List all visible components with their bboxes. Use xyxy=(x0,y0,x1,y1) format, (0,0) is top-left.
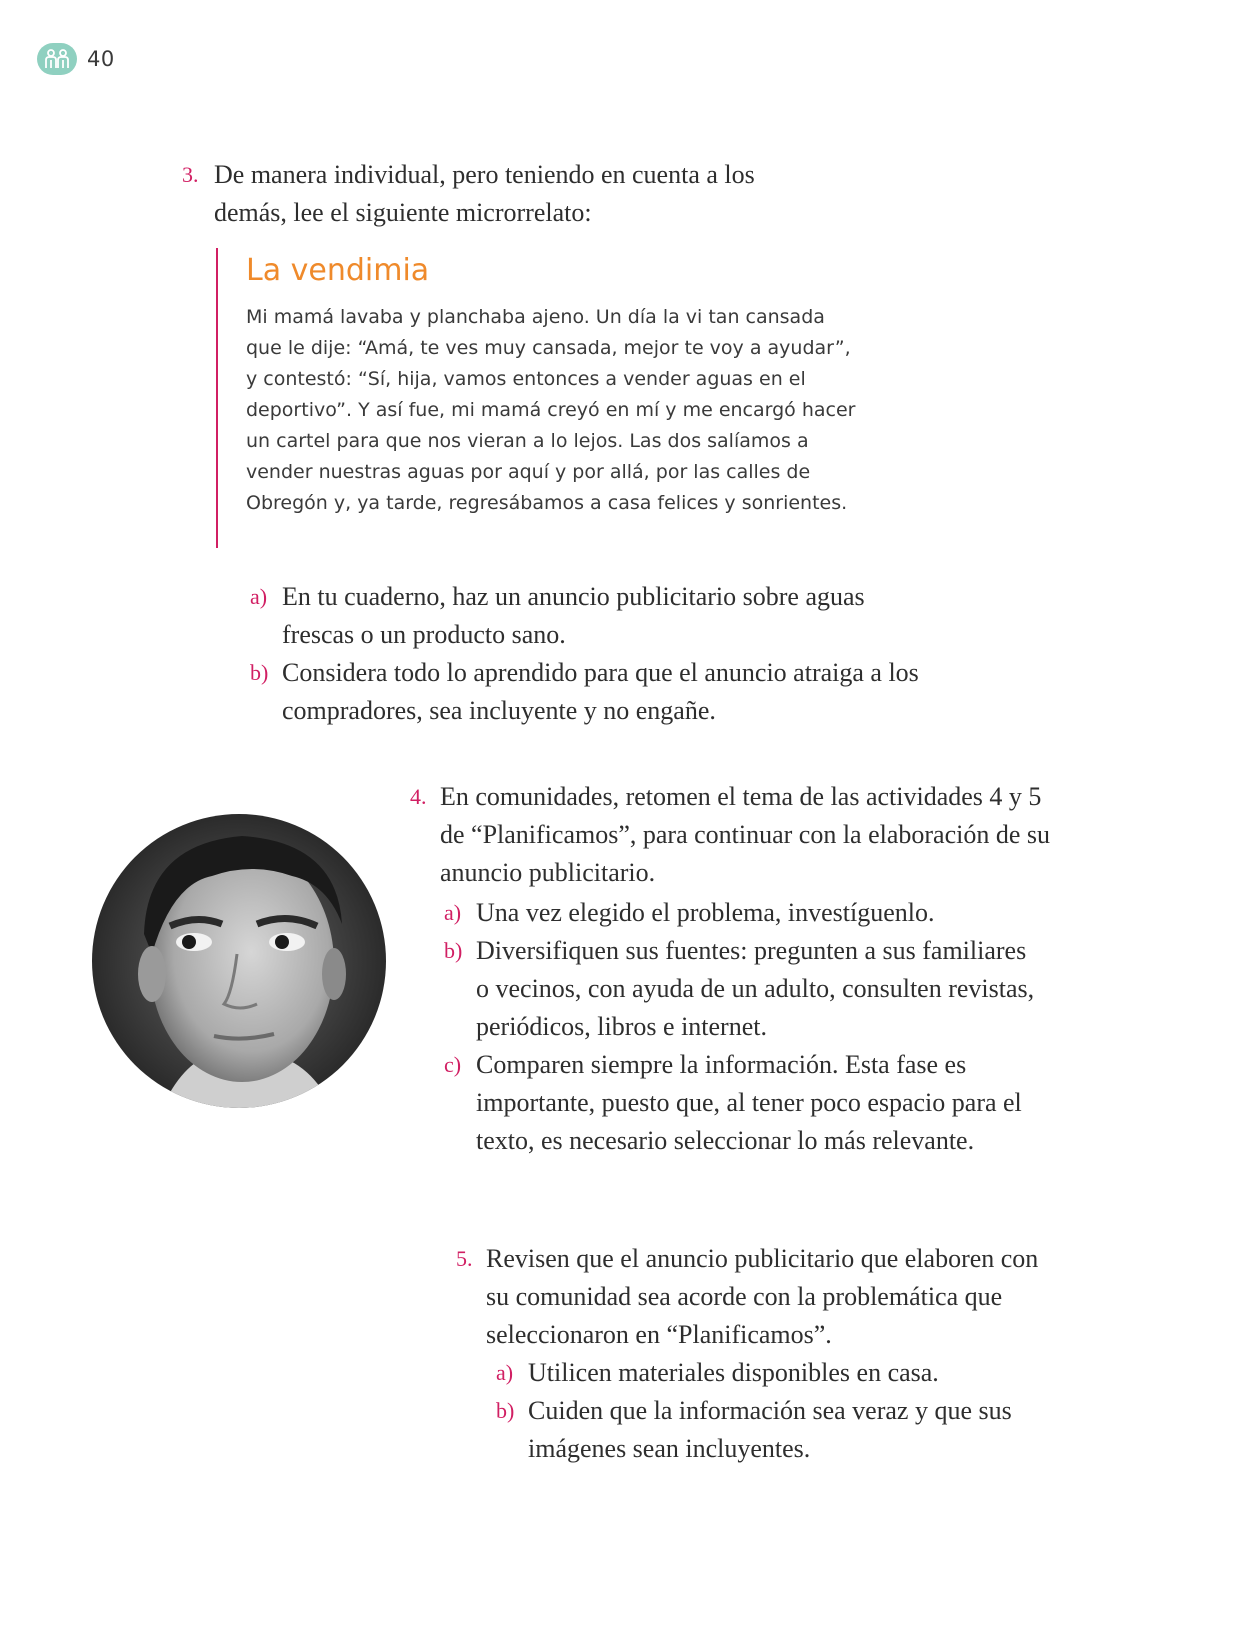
page-header xyxy=(37,43,115,75)
activity-number: 5. xyxy=(456,1246,473,1271)
list-item xyxy=(444,932,1044,1046)
activity-5 xyxy=(456,1240,1066,1354)
item-text: Diversifiquen sus fuentes: pregunten a sus familiares o vecinos, con ayuda de un adulto, consulten revistas, periódicos, libros e internet. xyxy=(476,936,1035,1041)
page-number: 40 xyxy=(87,47,115,71)
item-letter: b) xyxy=(496,1398,515,1423)
item-text: Utilicen materiales disponibles en casa. xyxy=(528,1358,939,1387)
item-letter: b) xyxy=(250,660,269,685)
item-text: Una vez elegido el problema, investíguenlo. xyxy=(476,898,935,927)
activity-3-subitems xyxy=(250,578,930,730)
item-letter: b) xyxy=(444,938,463,963)
item-letter: c) xyxy=(444,1052,462,1077)
story-title: La vendimia xyxy=(246,253,430,288)
microstory-box xyxy=(216,248,866,548)
boy-portrait-photo xyxy=(92,814,386,1108)
activity-number: 4. xyxy=(410,784,427,809)
community-icon xyxy=(37,43,77,75)
story-body: Mi mamá lavaba y planchaba ajeno. Un día la vi tan cansada que le dije: “Amá, te ves muy cansada, mejor te voy a ayudar”, y contestó: “Sí, hija, vamos entonces a vender aguas en el deportivo”. Y así fue, mi mamá creyó en mí y me encargó hacer un cartel para que nos vieran a lo lejos. Las dos salíamos a vender nuestras aguas por aquí y por allá, por las calles de Obregón y, ya tarde, regresábamos a casa felices y sonrientes. xyxy=(246,306,856,514)
item-letter: a) xyxy=(444,900,462,925)
item-text: Cuiden que la información sea veraz y que sus imágenes sean incluyentes. xyxy=(528,1396,1012,1463)
activity-text: De manera individual, pero teniendo en cuenta a los demás, lee el siguiente microrrelato: xyxy=(214,160,755,227)
list-item xyxy=(250,654,930,730)
item-text: En tu cuaderno, haz un anuncio publicitario sobre aguas frescas o un producto sano. xyxy=(282,582,865,649)
list-item xyxy=(496,1354,1096,1392)
activity-text: Revisen que el anuncio publicitario que elaboren con su comunidad sea acorde con la problemática que seleccionaron en “Planificamos”. xyxy=(486,1244,1039,1349)
activity-number: 3. xyxy=(182,162,199,187)
activity-4 xyxy=(410,778,1060,892)
item-text: Comparen siempre la información. Esta fase es importante, puesto que, al tener poco espacio para el texto, es necesario seleccionar lo más relevante. xyxy=(476,1050,1022,1155)
list-item xyxy=(444,1046,1044,1160)
activity-5-subitems xyxy=(496,1354,1096,1468)
item-text: Considera todo lo aprendido para que el anuncio atraiga a los compradores, sea incluyente y no engañe. xyxy=(282,658,919,725)
list-item xyxy=(250,578,930,654)
item-letter: a) xyxy=(250,584,268,609)
item-letter: a) xyxy=(496,1360,514,1385)
activity-text: En comunidades, retomen el tema de las actividades 4 y 5 de “Planificamos”, para continuar con la elaboración de su anuncio publicitario. xyxy=(440,782,1051,887)
list-item xyxy=(444,894,1044,932)
activity-4-subitems xyxy=(444,894,1044,1160)
activity-3 xyxy=(182,156,802,232)
list-item xyxy=(496,1392,1096,1468)
